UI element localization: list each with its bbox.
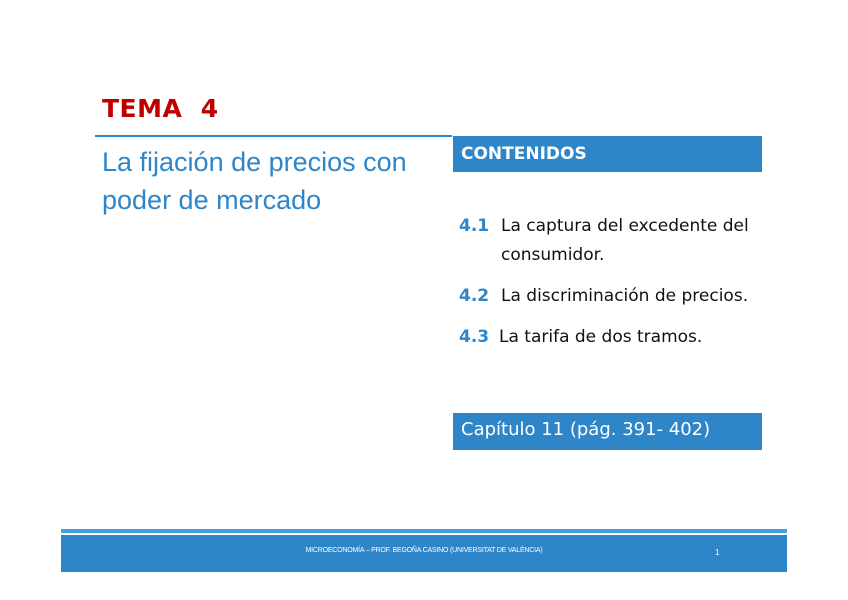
- page-number: 1: [715, 548, 720, 557]
- chapter-reference: Capítulo 11 (pág. 391- 402): [461, 419, 711, 440]
- contents-item-number: 4.1: [459, 216, 490, 236]
- footer: [61, 535, 787, 572]
- contents-header: CONTENIDOS: [461, 144, 587, 164]
- contents-item-number: 4.2: [459, 286, 490, 306]
- contents-item: [459, 282, 759, 311]
- contents-item: [459, 323, 759, 352]
- contents-item-text: La discriminación de precios.: [501, 286, 749, 306]
- contents-item-text: La captura del excedente del consumidor.: [501, 216, 749, 265]
- footer-text: MICROECONOMÍA – PROF. BEGOÑA CASINO (UNIVERSITAT DE VALÈNCIA): [305, 547, 543, 554]
- footer-divider: [61, 529, 787, 533]
- contents-item-text: La tarifa de dos tramos.: [499, 327, 703, 347]
- topic-number: TEMA 4: [102, 94, 219, 123]
- title-divider: [95, 135, 452, 137]
- chapter-reference-bar: [453, 413, 762, 450]
- contents-item: [459, 212, 759, 270]
- contents-list: [459, 212, 759, 364]
- contents-item-number: 4.3: [459, 327, 490, 347]
- slide-title: La fijación de precios con poder de mercado: [102, 147, 407, 215]
- contents-header-bar: [453, 136, 762, 172]
